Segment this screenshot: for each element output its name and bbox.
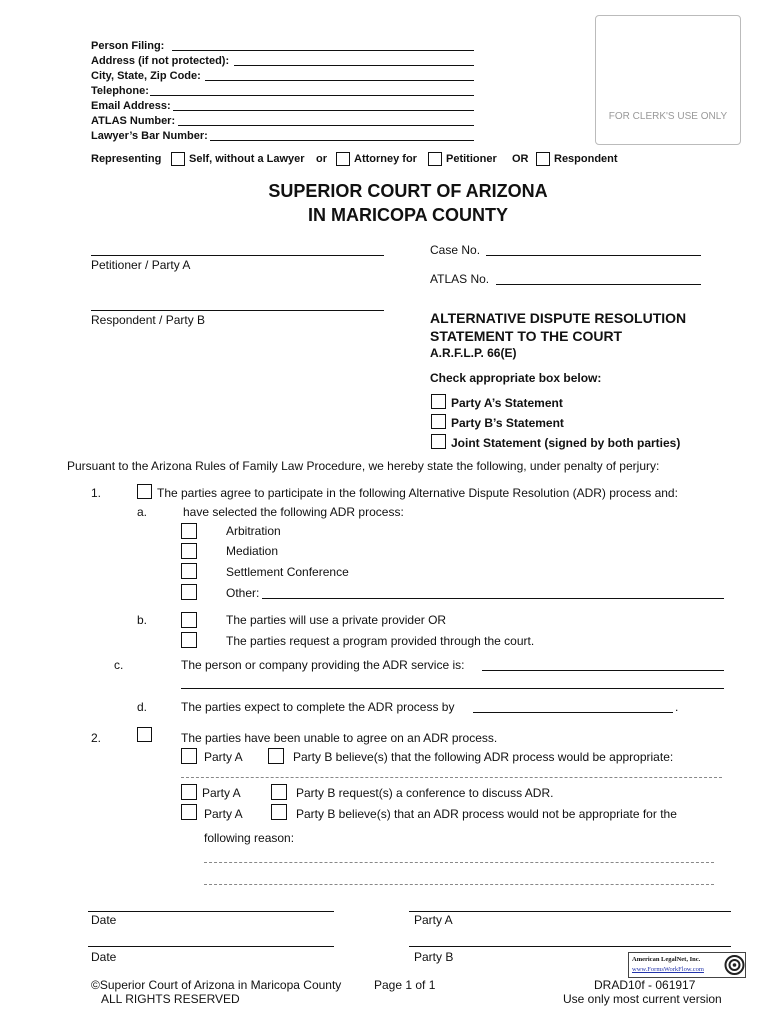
respondent-checkbox[interactable] [536,152,550,166]
atlas-number-field[interactable] [178,125,474,126]
reason-field-1[interactable] [204,862,714,863]
clerk-box [595,15,741,145]
doc-title-line1: ALTERNATIVE DISPUTE RESOLUTION [430,310,687,326]
atlas-no-field[interactable] [496,284,701,285]
row3-party-b-checkbox[interactable] [271,804,287,820]
petitioner-checkbox[interactable] [428,152,442,166]
adr-provider-field-2[interactable] [181,688,724,689]
date-line-1[interactable] [88,911,334,912]
arbitration-label: Arbitration [226,524,281,538]
item-a-letter: a. [137,505,148,519]
address-label: Address (if not protected): [91,55,230,67]
respondent-name-field[interactable] [91,310,384,311]
self-label: Self, without a Lawyer [189,153,305,165]
row2-party-a-label: Party A [202,786,241,800]
doc-title-line2: STATEMENT TO THE COURT [430,328,623,344]
settlement-conference-label: Settlement Conference [226,565,349,579]
appropriate-process-field[interactable] [181,777,722,778]
row1-party-b-checkbox[interactable] [268,748,284,764]
other-checkbox[interactable] [181,584,197,600]
court-program-checkbox[interactable] [181,632,197,648]
other-label: Other: [226,586,260,600]
item-d-letter: d. [137,700,148,714]
mediation-checkbox[interactable] [181,543,197,559]
attorney-label: Attorney for [354,153,417,165]
joint-statement-checkbox[interactable] [431,434,446,449]
case-no-label: Case No. [430,243,481,257]
joint-statement-label: Joint Statement (signed by both parties) [451,436,681,450]
item-2-number: 2. [91,731,102,745]
reason-field-2[interactable] [204,884,714,885]
petitioner-name-field[interactable] [91,255,384,256]
petitioner-label: Petitioner [446,153,497,165]
rights-text: ALL RIGHTS RESERVED [101,992,240,1006]
person-filing-label: Person Filing: [91,40,165,52]
telephone-field[interactable] [150,95,474,96]
row1-text: Party B believe(s) that the following ADR process would be appropriate: [293,750,674,764]
form-number: DRAD10f - 061917 [594,978,696,992]
adr-provider-field[interactable] [482,670,724,671]
item-d-period: . [675,700,679,714]
representing-label: Representing [91,153,162,165]
item-1-checkbox[interactable] [137,484,152,499]
party-b-statement-checkbox[interactable] [431,414,446,429]
page-number: Page 1 of 1 [374,978,436,992]
city-state-zip-field[interactable] [205,80,474,81]
completion-date-field[interactable] [473,712,673,713]
reason-label: following reason: [204,831,295,845]
party-a-signature-line[interactable] [409,911,731,912]
settlement-conference-checkbox[interactable] [181,563,197,579]
item-1-number: 1. [91,486,102,500]
row1-party-a-label: Party A [204,750,243,764]
party-a-statement-label: Party A’s Statement [451,396,563,410]
row2-party-b-checkbox[interactable] [271,784,287,800]
item-d-text: The parties expect to complete the ADR process by [181,700,455,714]
row3-text: Party B believe(s) that an ADR process would not be appropriate for the [296,807,677,821]
copyright-text: ©Superior Court of Arizona in Maricopa County [91,978,342,992]
date-label-2: Date [91,950,117,964]
row3-party-a-checkbox[interactable] [181,804,197,820]
telephone-label: Telephone: [91,85,149,97]
check-box-instruction: Check appropriate box below: [430,371,602,385]
logo-name: American LegalNet, Inc. [632,956,701,963]
rule-reference: A.R.F.L.P. 66(E) [430,346,517,360]
item-2-checkbox[interactable] [137,727,152,742]
date-line-2[interactable] [88,946,334,947]
date-label-1: Date [91,913,117,927]
self-checkbox[interactable] [171,152,185,166]
private-provider-label: The parties will use a private provider OR [226,613,447,627]
atlas-number-label: ATLAS Number: [91,115,176,127]
other-field[interactable] [262,598,724,599]
row2-party-a-checkbox[interactable] [181,784,197,800]
item-1-text: The parties agree to participate in the following Alternative Dispute Resolution (ADR) process and: [157,486,678,500]
party-a-signature-label: Party A [414,913,453,927]
case-no-field[interactable] [486,255,701,256]
row1-party-a-checkbox[interactable] [181,748,197,764]
row3-party-a-label: Party A [204,807,243,821]
item-b-letter: b. [137,613,148,627]
arbitration-checkbox[interactable] [181,523,197,539]
respondent-label: Respondent / Party B [91,313,206,327]
or-label: or [316,153,327,165]
logo-emblem-icon [724,954,745,981]
court-title-line2: IN MARICOPA COUNTY [308,205,508,225]
attorney-checkbox[interactable] [336,152,350,166]
private-provider-checkbox[interactable] [181,612,197,628]
party-b-statement-label: Party B’s Statement [451,416,564,430]
legalnet-logo [628,952,746,978]
email-label: Email Address: [91,100,171,112]
row2-text: Party B request(s) a conference to discuss ADR. [296,786,554,800]
party-b-signature-line[interactable] [409,946,731,947]
person-filing-field[interactable] [172,50,474,51]
party-b-signature-label: Party B [414,950,454,964]
party-a-statement-checkbox[interactable] [431,394,446,409]
or-label-2: OR [512,153,529,165]
bar-number-field[interactable] [210,140,474,141]
intro-text: Pursuant to the Arizona Rules of Family Law Procedure, we hereby state the following, under penalty of perjury: [67,459,660,473]
address-field[interactable] [234,65,474,66]
current-version-note: Use only most current version [563,992,722,1006]
court-title-line1: SUPERIOR COURT OF ARIZONA [268,181,548,201]
bar-number-label: Lawyer’s Bar Number: [91,130,208,142]
petitioner-label: Petitioner / Party A [91,258,191,272]
item-c-letter: c. [114,658,124,672]
item-a-text: have selected the following ADR process: [183,505,404,519]
atlas-no-label: ATLAS No. [430,272,490,286]
mediation-label: Mediation [226,544,279,558]
email-field[interactable] [173,110,474,111]
item-2-text: The parties have been unable to agree on an ADR process. [181,731,498,745]
clerk-box-label: FOR CLERK'S USE ONLY [608,111,728,122]
court-program-label: The parties request a program provided through the court. [226,634,535,648]
item-c-text: The person or company providing the ADR service is: [181,658,465,672]
respondent-label: Respondent [554,153,618,165]
city-state-zip-label: City, State, Zip Code: [91,70,201,82]
logo-url: www.FormsWorkFlow.com [632,966,704,973]
